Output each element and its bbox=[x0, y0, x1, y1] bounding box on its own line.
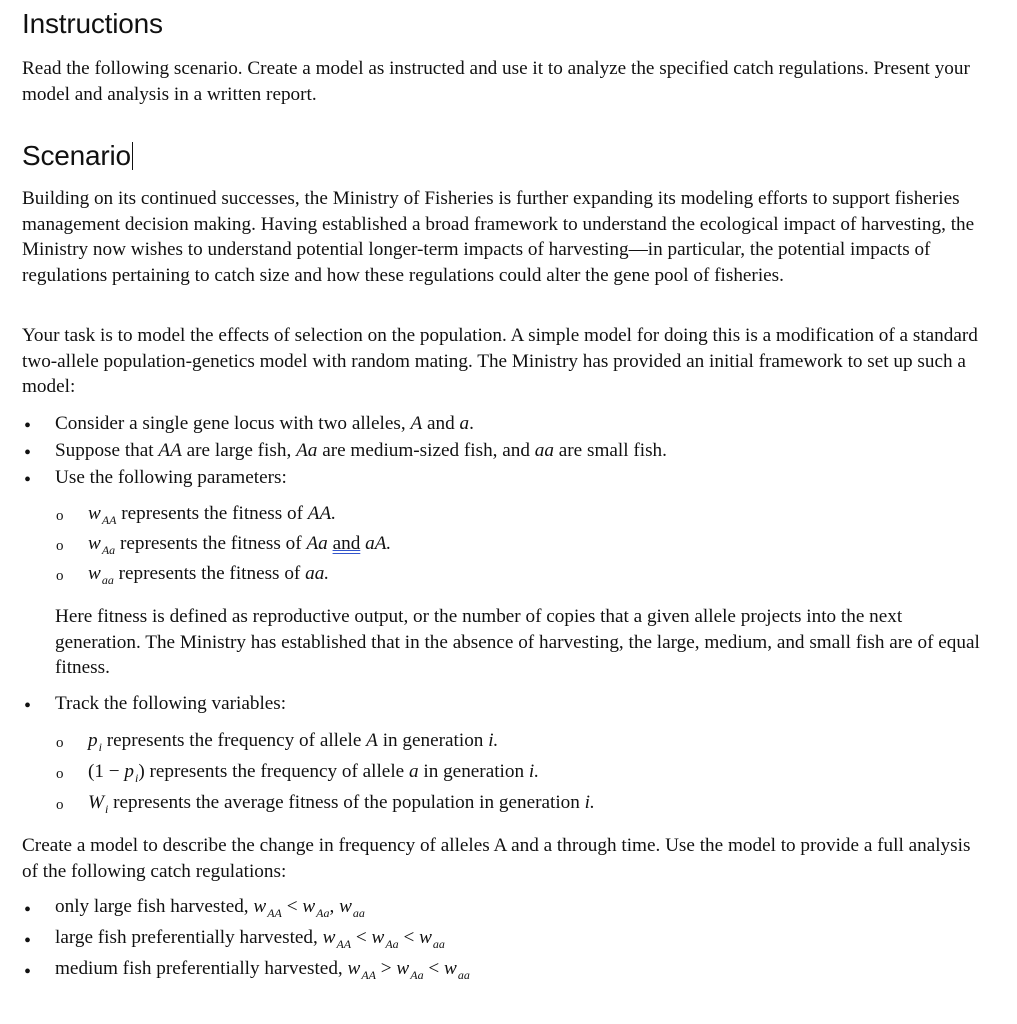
regulation-label: only large fish harvested, bbox=[55, 896, 249, 917]
scenario-paragraph-2: Your task is to model the effects of selection on the population. A simple model for doing this is a modification of a standard two-allele population-genetics model with random mating. The Ministry has provided an initial framework to set up such a model: bbox=[22, 325, 978, 397]
variable-w bbox=[88, 792, 595, 817]
var-text: in generation bbox=[382, 730, 484, 751]
bullet-text: and bbox=[426, 413, 455, 434]
var-text: in generation bbox=[423, 761, 525, 782]
bullet-icon: • bbox=[24, 415, 32, 437]
formula-subscript: aa bbox=[352, 906, 365, 920]
formula-subscript: AA bbox=[361, 968, 376, 982]
allele-symbol: A bbox=[366, 730, 378, 751]
formula-symbol: w bbox=[371, 927, 385, 948]
bullet-text: are medium-sized fish, and bbox=[322, 440, 530, 461]
formula-subscript: Aa bbox=[316, 906, 330, 920]
genotype-symbol: AA bbox=[158, 440, 182, 461]
param-symbol: w bbox=[88, 533, 101, 554]
parameter-waa-recessive bbox=[88, 563, 329, 588]
var-symbol: W bbox=[88, 792, 104, 813]
var-paren: (1 − bbox=[88, 761, 125, 782]
genotype-symbol: Aa bbox=[306, 533, 328, 554]
genotype-symbol: AA. bbox=[307, 503, 337, 524]
formula-symbol: w bbox=[322, 927, 336, 948]
formula-symbol: w bbox=[347, 958, 361, 979]
scenario-heading-text: Scenario bbox=[22, 140, 131, 171]
bullet-text: are small fish. bbox=[558, 440, 667, 461]
formula-symbol: w bbox=[339, 896, 352, 917]
var-subscript: i bbox=[135, 771, 139, 785]
genotype-symbol: aA. bbox=[365, 533, 392, 554]
parameter-waa bbox=[88, 503, 336, 528]
formula-subscript: aa bbox=[432, 937, 445, 951]
regulation-only-large bbox=[55, 896, 365, 921]
formula-symbol: w bbox=[253, 896, 267, 917]
var-subscript: i bbox=[98, 740, 102, 754]
formula-operator: , bbox=[329, 896, 340, 917]
bullet-text: are large fish, bbox=[186, 440, 292, 461]
regulation-label: large fish preferentially harvested, bbox=[55, 927, 318, 948]
create-model-paragraph: Create a model to describe the change in frequency of alleles A and a through time. Use the model to provide a full analysis of the following catch regulations: bbox=[22, 835, 971, 882]
var-symbol: p bbox=[88, 730, 98, 751]
var-subscript: i bbox=[104, 802, 109, 816]
formula-symbol: w bbox=[419, 927, 432, 948]
sub-bullet-icon: o bbox=[56, 508, 64, 524]
genotype-symbol: aa bbox=[534, 440, 554, 461]
scenario-heading[interactable] bbox=[22, 140, 133, 172]
bullet-icon: • bbox=[24, 695, 32, 717]
sub-bullet-icon: o bbox=[56, 568, 64, 584]
allele-symbol: a bbox=[408, 761, 419, 782]
genotype-symbol: Aa bbox=[296, 440, 318, 461]
variable-p bbox=[88, 730, 498, 755]
grammar-flagged-word[interactable]: and bbox=[332, 533, 361, 554]
bullet-parameters: Use the following parameters: bbox=[55, 467, 287, 488]
generation-symbol: i. bbox=[528, 761, 539, 782]
parameter-waa-hetero bbox=[88, 533, 391, 558]
bullet-icon: • bbox=[24, 930, 32, 952]
param-subscript: Aa bbox=[101, 543, 116, 557]
generation-symbol: i. bbox=[488, 730, 499, 751]
param-symbol: w bbox=[88, 503, 101, 524]
formula-operator: < bbox=[281, 896, 303, 917]
bullet-track-variables: Track the following variables: bbox=[55, 693, 287, 714]
sub-bullet-icon: o bbox=[56, 735, 64, 751]
bullet-gene-locus bbox=[55, 413, 474, 435]
bullet-text: . bbox=[469, 413, 474, 434]
formula-subscript: Aa bbox=[410, 968, 424, 982]
genotype-symbol: aa. bbox=[305, 563, 330, 584]
var-symbol: p bbox=[124, 761, 134, 782]
var-text: represents the frequency of allele bbox=[106, 730, 362, 751]
param-text: represents the fitness of bbox=[119, 533, 302, 554]
param-symbol: w bbox=[88, 563, 101, 584]
sub-bullet-icon: o bbox=[56, 538, 64, 554]
bullet-text: Consider a single gene locus with two alleles, bbox=[55, 413, 406, 434]
bullet-icon: • bbox=[24, 961, 32, 983]
formula-operator: < bbox=[423, 958, 444, 979]
regulation-label: medium fish preferentially harvested, bbox=[55, 958, 343, 979]
var-text: represents the average fitness of the population in generation bbox=[113, 792, 580, 813]
formula-subscript: AA bbox=[336, 937, 352, 951]
param-subscript: AA bbox=[101, 513, 117, 527]
bullet-fish-sizes bbox=[55, 440, 667, 462]
bullet-icon: • bbox=[24, 442, 32, 464]
formula-subscript: AA bbox=[267, 906, 282, 920]
bullet-text: Suppose that bbox=[55, 440, 154, 461]
formula-subscript: aa bbox=[457, 968, 470, 982]
formula-operator: < bbox=[398, 927, 420, 948]
instructions-paragraph: Read the following scenario. Create a model as instructed and use it to analyze the specified catch regulations. Present your model and analysis in a written report. bbox=[22, 58, 970, 105]
text-cursor bbox=[132, 142, 134, 170]
sub-bullet-icon: o bbox=[56, 797, 64, 813]
generation-symbol: i. bbox=[584, 792, 595, 813]
formula-operator: < bbox=[351, 927, 372, 948]
var-paren: ) bbox=[138, 761, 145, 782]
sub-bullet-icon: o bbox=[56, 766, 64, 782]
regulation-large-preferential bbox=[55, 927, 445, 952]
param-text: represents the fitness of bbox=[118, 563, 301, 584]
formula-subscript: Aa bbox=[385, 937, 399, 951]
instructions-heading: Instructions bbox=[22, 8, 163, 39]
param-subscript: aa bbox=[101, 573, 114, 587]
formula-operator: > bbox=[376, 958, 397, 979]
regulation-medium-preferential bbox=[55, 958, 470, 983]
scenario-paragraph-1: Building on its continued successes, the Ministry of Fisheries is further expanding its modeling efforts to support fisheries management decision making. Having established a broad framework to understand the ecological impact of harvesting, the Ministry now wishes to understand potential longer-term impacts of harvesting—in particular, the potential impacts of regulations pertaining to catch size and how these regulations could alter the gene pool of fisheries. bbox=[22, 188, 975, 286]
variable-one-minus-p bbox=[88, 761, 539, 786]
formula-symbol: w bbox=[302, 896, 316, 917]
formula-symbol: w bbox=[444, 958, 457, 979]
allele-symbol: a bbox=[459, 413, 470, 434]
param-text: represents the fitness of bbox=[121, 503, 303, 524]
var-text: represents the frequency of allele bbox=[149, 761, 405, 782]
formula-symbol: w bbox=[396, 958, 410, 979]
fitness-definition-paragraph: Here fitness is defined as reproductive output, or the number of copies that a given allele projects into the next generation. The Ministry has established that in the absence of harvesting, the large, medium, and small fish are of equal fitness. bbox=[55, 606, 980, 678]
allele-symbol: A bbox=[410, 413, 423, 434]
bullet-icon: • bbox=[24, 469, 32, 491]
bullet-icon: • bbox=[24, 899, 32, 921]
